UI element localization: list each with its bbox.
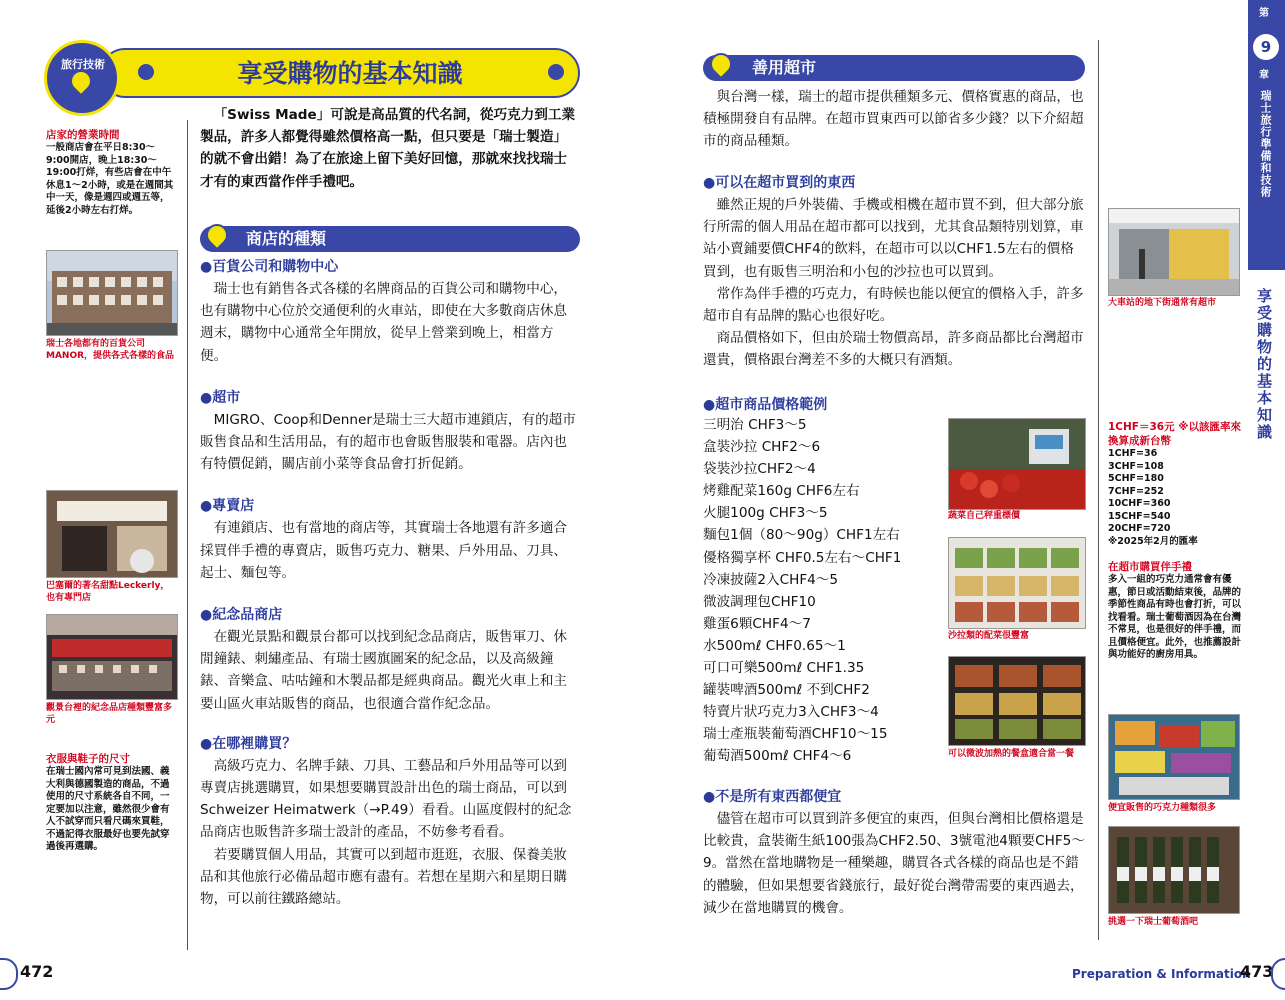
paragraph-supermarket: MIGRO、Coop和Denner是瑞士三大超市連鎖店，有的超市販售食品和生活用品，有的超市也會販售服裝和電器。店內也有特價促銷，關店前小菜等食品會打折促銷。 <box>200 411 576 473</box>
side-note-text: 多入一組的巧克力通常會有優惠，節日或活動結束後，品牌的季節性商品有時也會打折，可以找看看。瑞士葡萄酒因為在台灣不常見，也是很好的伴手禮，而且價格便宜。此外，也推薦設計與功能好的廚房用具。 <box>1108 574 1242 660</box>
chapter-label-bottom: 章 <box>1259 70 1269 81</box>
paragraph-department-stores: 瑞士也有銷售各式各樣的名牌商品的百貨公司和購物中心，也有購物中心位於交通便利的火車站，即使在大多數商店休息週末，購物中心通常全年開放，從早上營業到晚上，相當方便。 <box>200 281 568 364</box>
caption-leckerly: 巴塞爾的著名甜點Leckerly，也有專門店 <box>46 581 170 603</box>
price-item: 冷凍披薩2入CHF4～5 <box>703 571 839 588</box>
rate-item: 1CHF=36 <box>1108 448 1158 459</box>
paragraph-where-to-buy-1: 高級巧克力、名牌手錶、刀具、工藝品和戶外用品等可以到專賣店挑選購買，如果想要購買設計出色的瑞士商品，可以到Schweizer Heimatwerk（→P.49）看看。山區度假村的紀念品商店也販售許多瑞士設計的產品，不妨參考看看。 <box>200 757 572 841</box>
heading-price-examples: ●超市商品價格範例 <box>703 397 828 413</box>
side-note-hours <box>46 128 178 217</box>
caption-chocolates: 便宜販售的巧克力種類很多 <box>1108 803 1217 813</box>
heading-specialty-stores: ●專賣店 <box>200 498 255 515</box>
rate-item: ※2025年2月的匯率 <box>1108 535 1198 547</box>
rate-item: 20CHF=720 <box>1108 523 1171 534</box>
price-item: 特賣片狀巧克力3入CHF3～4 <box>703 704 879 721</box>
photo-souvenir-shop <box>46 614 178 700</box>
heading-not-cheap: ●不是所有東西都便宜 <box>703 789 842 805</box>
photo-station-supermarket <box>1108 208 1240 296</box>
paragraph-what-3: 商品價格如下，但由於瑞士物價高昂，許多商品都比台灣超市還貴，價格跟台灣差不多的大概只有酒類。 <box>703 330 1084 369</box>
price-item: 優格獨享杯 CHF0.5左右～CHF1 <box>703 549 902 566</box>
price-item: 葡萄酒500mℓ CHF4～6 <box>703 748 852 765</box>
price-list <box>703 414 943 768</box>
caption-manor: 瑞士各地都有的百貨公司MANOR，提供各式各樣的食品 <box>46 339 175 361</box>
page-corner-right <box>1271 958 1285 990</box>
photo-salads <box>948 537 1086 629</box>
right-section-not-cheap <box>703 786 1085 919</box>
column-divider-right <box>1098 40 1099 940</box>
right-section-what <box>703 172 1085 372</box>
price-item: 水500mℓ CHF0.65～1 <box>703 637 846 654</box>
page-corner-left <box>0 958 18 990</box>
heading-what-you-can-buy: ●可以在超市買到的東西 <box>703 175 856 191</box>
heading-where-to-buy: ●在哪裡購買？ <box>200 735 297 752</box>
price-item: 可口可樂500mℓ CHF1.35 <box>703 660 865 677</box>
exchange-rate-title: 1CHF＝36元 ※以該匯率來換算成新台幣 <box>1108 421 1241 447</box>
heading-souvenir-shops: ●紀念品商店 <box>200 607 283 624</box>
photo-microwave-meals <box>948 656 1086 746</box>
price-item: 盒裝沙拉 CHF2～6 <box>703 439 821 456</box>
caption-vegetables: 蔬菜自己秤重標價 <box>948 511 1021 521</box>
paragraph-not-cheap: 儘管在超市可以買到許多便宜的東西，但與台灣相比價格還是比較貴，盒裝衛生紙100張為CHF2.50、3號電池4顆要CHF5～9。當然在當地購物是一種樂趣，購買各式各樣的商品也是不錯的體驗，但如果想要省錢旅行，最好從台灣帶需要的東西過去，減少在當地購買的機會。 <box>703 811 1085 916</box>
rate-item: 3CHF=108 <box>1108 460 1164 472</box>
photo-wine <box>1108 826 1240 914</box>
section-title-shop-types: 商店的種類 <box>246 229 327 248</box>
paragraph-what-2: 常作為伴手禮的巧克力，有時候也能以便宜的價格入手，許多超市自有品牌的點心也很好吃。 <box>703 285 1084 325</box>
left-main-column <box>200 256 580 910</box>
rate-item: 5CHF=180 <box>1108 473 1164 484</box>
rate-item: 15CHF=540 <box>1108 510 1171 522</box>
chapter-number: 9 <box>1260 38 1272 56</box>
price-item: 罐裝啤酒500mℓ 不到CHF2 <box>703 682 870 699</box>
paragraph-what-1: 雖然正規的戶外裝備、手機或相機在超市買不到，但大部分旅行所需的個人用品在超市都可以找到，尤其食品類特別划算，車站小賣鋪要價CHF4的飲料，在超市可以以CHF1.5左右的價格買到，也有販售三明治和小包的沙拉也可以買到。 <box>703 197 1084 280</box>
caption-wine: 挑選一下瑞士葡萄酒吧 <box>1108 917 1199 927</box>
column-divider-left <box>187 120 188 950</box>
side-note-text: 一般商店會在平日8:30～9:00開店，晚上18:30～19:00打烊，有些店會在中午休息1～2小時，或是在週間其中一天，像是週四或週五等，延後2小時左右打烊。 <box>46 142 174 216</box>
caption-salads: 沙拉類的配菜很豐富 <box>948 631 1030 641</box>
rate-item: 10CHF=360 <box>1108 498 1171 509</box>
rate-item: 7CHF=252 <box>1108 485 1164 497</box>
paragraph-specialty-stores: 有連鎖店、也有當地的商店等，其實瑞士各地還有許多適合採買伴手禮的專賣店，販售巧克力、糖果、戶外用品、刀具、起士、麵包等。 <box>200 520 568 581</box>
paragraph-souvenir-shops: 在觀光景點和觀景台都可以找到紀念品商店，販售軍刀、休閒鐘錶、刺繡產品、有瑞士國旗圖案的紀念品，以及高級鐘錶、音樂盒、咕咕鐘和木製品都是經典商品。觀光火車上和主要山區火車站販售的商品，也很適合當作紀念品。 <box>200 629 568 712</box>
price-item: 麵包1個（80～90g）CHF1左右 <box>703 527 900 544</box>
side-note-title: 店家的營業時間 <box>46 129 120 141</box>
badge-label: 旅行技術 <box>61 58 105 71</box>
intro-paragraph: 「Swiss Made」可說是高品質的代名詞，從巧克力到工業製品，許多人都覺得雖然價格高一點，但只要是「瑞士製造」的就不會出錯！為了在旅途上留下美好回憶，那就來找找瑞士才有的東西當作伴手禮吧。 <box>200 107 576 190</box>
side-note-text: 在瑞士國內常可見到法國、義大利與德國製造的商品，不過使用的尺寸系統各自不同，一定要加以注意，雖然很少會有人不試穿而只看尺碼來買鞋，不過記得衣服最好也要先試穿過後再選購。 <box>46 766 170 852</box>
exchange-rate-box <box>1108 420 1244 548</box>
page-title: 享受購物的基本知識 <box>237 59 463 88</box>
caption-station: 大車站的地下街通常有超市 <box>1108 298 1217 308</box>
side-note-souvenirs <box>1108 560 1244 662</box>
price-item: 三明治 CHF3～5 <box>703 417 807 433</box>
chapter-label-top: 第 <box>1259 8 1269 19</box>
photo-chocolates <box>1108 714 1240 800</box>
price-item: 烤雞配菜160g CHF6左右 <box>703 483 860 500</box>
side-note-title: 在超市購買伴手禮 <box>1108 561 1192 573</box>
chapter-tab-label: 瑞士旅行準備和技術 <box>1259 90 1272 198</box>
page-number-right: 473 <box>1240 962 1274 981</box>
side-note-title: 衣服與鞋子的尺寸 <box>46 753 130 765</box>
chapter-tab-title: 享受購物的基本知識 <box>1255 288 1273 441</box>
paragraph-where-to-buy-2: 若要購買個人用品，其實可以到超市逛逛，衣服、保養美妝品和其他旅行必備品超市應有盡有。若想在星期六和星期日購物，可以前往鐵路總站。 <box>200 846 568 908</box>
heading-supermarket: ●超市 <box>200 389 241 406</box>
price-item: 袋裝沙拉CHF2～4 <box>703 461 816 478</box>
caption-souvenir: 觀景台裡的紀念品店種類豐富多元 <box>46 703 173 725</box>
price-item: 雞蛋6顆CHF4～7 <box>703 615 811 632</box>
right-intro: 與台灣一樣，瑞士的超市提供種類多元、價格實惠的商品，也積極開發自有品牌。在超市買東西可以節省多少錢？以下介紹超市的商品種類。 <box>703 89 1084 150</box>
banner-left-dot <box>138 64 154 80</box>
side-note-sizes <box>46 752 178 854</box>
photo-manor <box>46 250 178 336</box>
price-item: 火腿100g CHF3～5 <box>703 505 828 522</box>
photo-leckerly <box>46 490 178 578</box>
caption-meals: 可以微波加熱的餐盒適合當一餐 <box>948 749 1075 759</box>
heading-department-stores: ●百貨公司和購物中心 <box>200 259 339 275</box>
price-item: 微波調理包CHF10 <box>703 593 816 610</box>
footer-label: Preparation & Information <box>1072 967 1251 981</box>
page-number-left: 472 <box>20 962 54 981</box>
section-title-supermarket: 善用超市 <box>752 58 817 77</box>
photo-vegetable-scale <box>948 418 1086 510</box>
banner-right-dot <box>548 64 564 80</box>
price-item: 瑞士產瓶裝葡萄酒CHF10～15 <box>703 726 888 743</box>
